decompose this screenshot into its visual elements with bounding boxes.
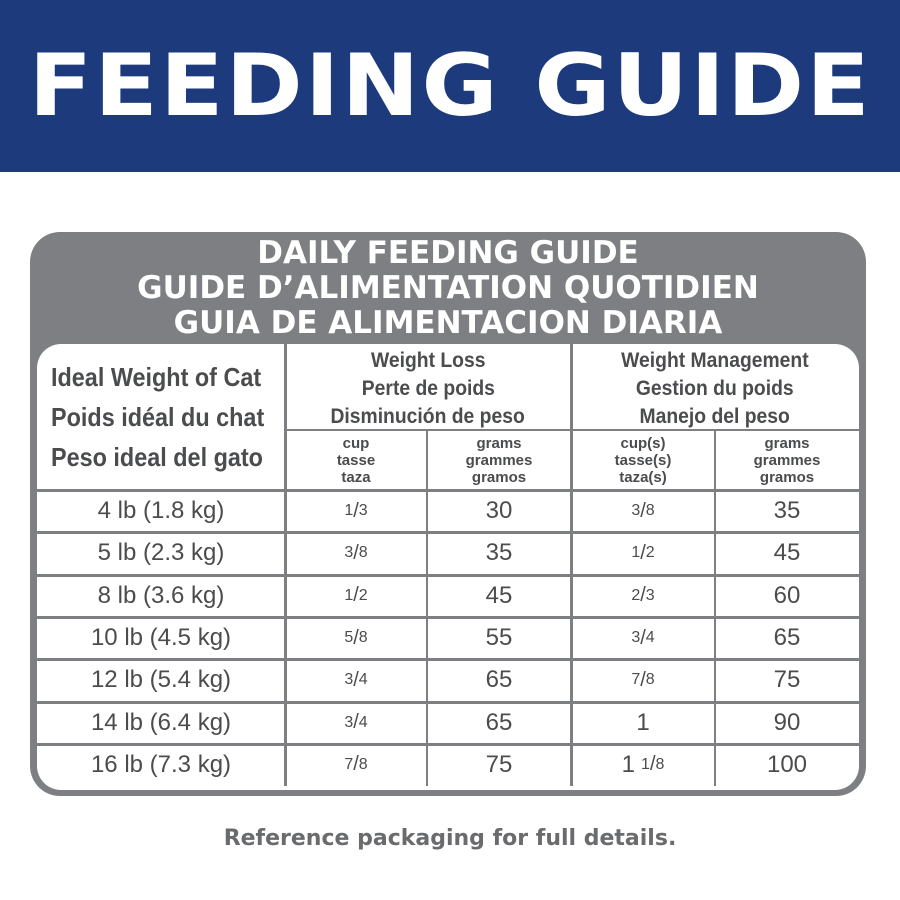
cup-whole: 1 (636, 708, 650, 736)
unit-header-line: grams (764, 434, 810, 452)
group-header-line: Perte de poids (361, 377, 495, 400)
unit-header (571, 430, 715, 490)
cup-denominator: 3 (358, 502, 368, 520)
weight-management-cup-cell (571, 490, 715, 532)
weight-loss-header (285, 344, 571, 430)
weight-management-grams-cell: 75 (773, 666, 801, 694)
cup-denominator: 8 (655, 755, 665, 773)
fraction-slash: / (640, 584, 646, 607)
unit-header-line: taza(s) (619, 468, 667, 486)
weight-management-grams-cell: 35 (773, 497, 801, 525)
weight-header-line: Poids idéal du chat (51, 402, 265, 432)
cup-numerator: 7 (631, 671, 641, 689)
fraction-slash: / (353, 668, 359, 691)
cup-numerator: 1 (641, 755, 650, 773)
grid-divider (37, 489, 859, 492)
weight-header-line: Ideal Weight of Cat (51, 362, 262, 392)
cup-numerator: 7 (344, 755, 354, 773)
feeding-table-panel (30, 232, 866, 796)
weight-column-header (37, 344, 285, 490)
cup-denominator: 8 (358, 544, 368, 562)
group-header-line: Weight Loss (370, 349, 486, 372)
weight-loss-grams-cell: 65 (485, 666, 513, 694)
cup-numerator: 3 (344, 671, 354, 689)
grid-divider (37, 574, 859, 577)
weight-cell: 5 lb (2.3 kg) (97, 539, 225, 567)
grid-divider (37, 743, 859, 746)
weight-management-grams-cell: 65 (773, 624, 801, 652)
grid-divider (37, 616, 859, 619)
weight-loss-grams-cell: 30 (485, 497, 513, 525)
weight-loss-cup-cell (285, 490, 427, 532)
cup-denominator: 4 (358, 671, 368, 689)
cup-denominator: 4 (645, 629, 655, 647)
group-header-line: Gestion du poids (636, 377, 794, 400)
weight-management-cup-cell (571, 744, 715, 786)
unit-header-line: taza (341, 468, 371, 486)
cup-numerator: 1 (344, 586, 354, 604)
footer-note: Reference packaging for full details. (223, 826, 677, 851)
cup-denominator: 3 (645, 586, 655, 604)
weight-management-grams-cell: 90 (773, 708, 801, 736)
cup-numerator: 3 (631, 502, 641, 520)
weight-loss-cup-cell (285, 659, 427, 701)
weight-loss-grams-cell: 65 (485, 708, 513, 736)
fraction-slash: / (649, 753, 656, 776)
weight-cell: 14 lb (6.4 kg) (90, 708, 232, 736)
unit-header-line: grammes (753, 451, 821, 469)
weight-management-grams-cell: 100 (766, 750, 808, 778)
unit-header-line: gramos (759, 468, 815, 486)
weight-management-cup-cell (571, 702, 715, 744)
grid-divider (284, 344, 287, 786)
fraction-slash: / (640, 541, 646, 564)
unit-header-line: grammes (465, 451, 533, 469)
cup-denominator: 2 (645, 544, 655, 562)
weight-loss-grams-cell: 45 (485, 581, 513, 609)
group-header-line: Disminución de peso (330, 405, 526, 428)
fraction-slash: / (353, 499, 359, 522)
weight-management-cup-cell (571, 659, 715, 701)
unit-header (427, 430, 571, 490)
weight-loss-cup-cell (285, 575, 427, 617)
weight-cell: 8 lb (3.6 kg) (97, 581, 225, 609)
cup-numerator: 5 (344, 629, 354, 647)
unit-header-line: grams (476, 434, 522, 452)
fraction-slash: / (353, 711, 359, 734)
grid-divider (285, 429, 859, 431)
weight-loss-cup-cell (285, 532, 427, 574)
grid-divider (714, 430, 716, 786)
weight-management-cup-cell (571, 532, 715, 574)
weight-loss-cup-cell (285, 744, 427, 786)
weight-cell: 10 lb (4.5 kg) (90, 624, 232, 652)
weight-loss-grams-cell: 55 (485, 624, 513, 652)
cup-numerator: 3 (344, 544, 354, 562)
weight-loss-grams-cell: 35 (485, 539, 513, 567)
unit-header (715, 430, 859, 490)
weight-management-header (571, 344, 859, 430)
grid-divider (426, 430, 428, 786)
unit-header-line: cup (342, 434, 370, 452)
weight-header-line: Peso ideal del gato (51, 442, 263, 472)
table-title (30, 236, 866, 341)
fraction-slash: / (353, 753, 359, 776)
weight-management-grams-cell: 60 (773, 581, 801, 609)
group-header-line: Manejo del peso (639, 405, 791, 428)
cup-denominator: 8 (358, 629, 368, 647)
page-title: FEEDING GUIDE (28, 36, 872, 136)
cup-denominator: 8 (358, 755, 368, 773)
weight-loss-cup-cell (285, 617, 427, 659)
weight-cell: 4 lb (1.8 kg) (97, 497, 225, 525)
cup-numerator: 3 (344, 713, 354, 731)
weight-loss-cup-cell (285, 702, 427, 744)
unit-header (285, 430, 427, 490)
cup-denominator: 8 (645, 671, 655, 689)
cup-numerator: 1 (631, 544, 641, 562)
grid-divider (37, 531, 859, 534)
weight-management-cup-cell (571, 575, 715, 617)
fraction-slash: / (353, 626, 359, 649)
cup-denominator: 4 (358, 713, 368, 731)
unit-header-line: tasse (336, 451, 376, 469)
unit-header-line: gramos (471, 468, 527, 486)
cup-numerator: 3 (631, 629, 641, 647)
table-title-es: GUIA DE ALIMENTACION DIARIA (173, 305, 723, 341)
weight-cell: 12 lb (5.4 kg) (90, 666, 232, 694)
weight-management-cup-cell (571, 617, 715, 659)
cup-numerator: 2 (631, 586, 641, 604)
weight-cell: 16 lb (7.3 kg) (90, 750, 232, 778)
cup-denominator: 2 (358, 586, 368, 604)
weight-loss-grams-cell: 75 (485, 750, 513, 778)
table-title-fr: GUIDE D’ALIMENTATION QUOTIDIEN (137, 270, 759, 306)
cup-denominator: 8 (645, 502, 655, 520)
fraction-slash: / (640, 626, 646, 649)
grid-divider (37, 658, 859, 661)
fraction-slash: / (640, 668, 646, 691)
table-title-en: DAILY FEEDING GUIDE (257, 235, 639, 271)
cup-numerator: 1 (344, 502, 354, 520)
unit-header-line: tasse(s) (614, 451, 672, 469)
fraction-slash: / (353, 541, 359, 564)
unit-header-line: cup(s) (620, 434, 666, 452)
weight-management-grams-cell: 45 (773, 539, 801, 567)
cup-whole: 1 (621, 750, 635, 778)
fraction-slash: / (640, 499, 646, 522)
grid-divider (37, 701, 859, 704)
feeding-table (37, 344, 859, 790)
grid-divider (570, 344, 573, 786)
fraction-slash: / (353, 584, 359, 607)
group-header-line: Weight Management (621, 349, 809, 372)
title-banner (0, 0, 900, 172)
